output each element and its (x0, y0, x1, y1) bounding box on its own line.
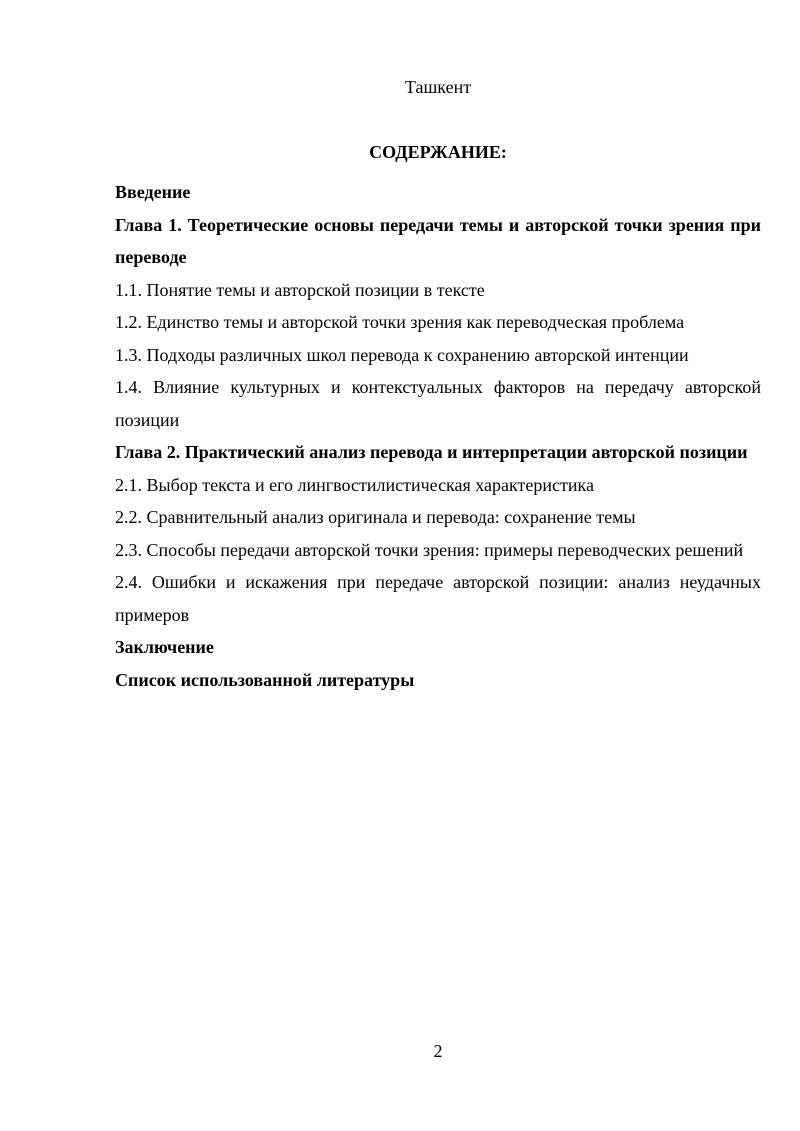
table-of-contents (115, 176, 761, 696)
toc-entry-introduction: Введение (115, 182, 191, 202)
toc-entry-conclusion: Заключение (115, 637, 214, 657)
table-of-contents-title: СОДЕРЖАНИЕ: (369, 142, 507, 162)
toc-entry-chapter-1: Глава 1. Теоретические основы передачи темы и авторской точки зрения при переводе (115, 214, 761, 267)
toc-entry-2-2: 2.2. Сравнительный анализ оригинала и перевода: сохранение темы (115, 507, 636, 527)
toc-entry-1-3: 1.3. Подходы различных школ перевода к сохранению авторской интенции (115, 344, 689, 365)
toc-entry-chapter-2: Глава 2. Практический анализ перевода и интерпретации авторской позиции (115, 442, 748, 462)
toc-entry-1-2: 1.2. Единство темы и авторской точки зрения как переводческая проблема (115, 312, 685, 332)
toc-entry-1-1: 1.1. Понятие темы и авторской позиции в тексте (115, 279, 485, 300)
city-heading: Ташкент (404, 77, 472, 97)
page-number: 2 (433, 1041, 443, 1061)
toc-entry-2-3: 2.3. Способы передачи авторской точки зрения: примеры переводческих решений (115, 539, 744, 560)
toc-entry-references: Список использованной литературы (115, 669, 415, 690)
toc-entry-1-4: 1.4. Влияние культурных и контекстуальных факторов на передачу авторской позиции (115, 377, 761, 430)
toc-entry-2-4: 2.4. Ошибки и искажения при передаче авторской позиции: анализ неудачных примеров (115, 572, 761, 625)
toc-entry-2-1: 2.1. Выбор текста и его лингвостилистическая характеристика (115, 474, 594, 495)
